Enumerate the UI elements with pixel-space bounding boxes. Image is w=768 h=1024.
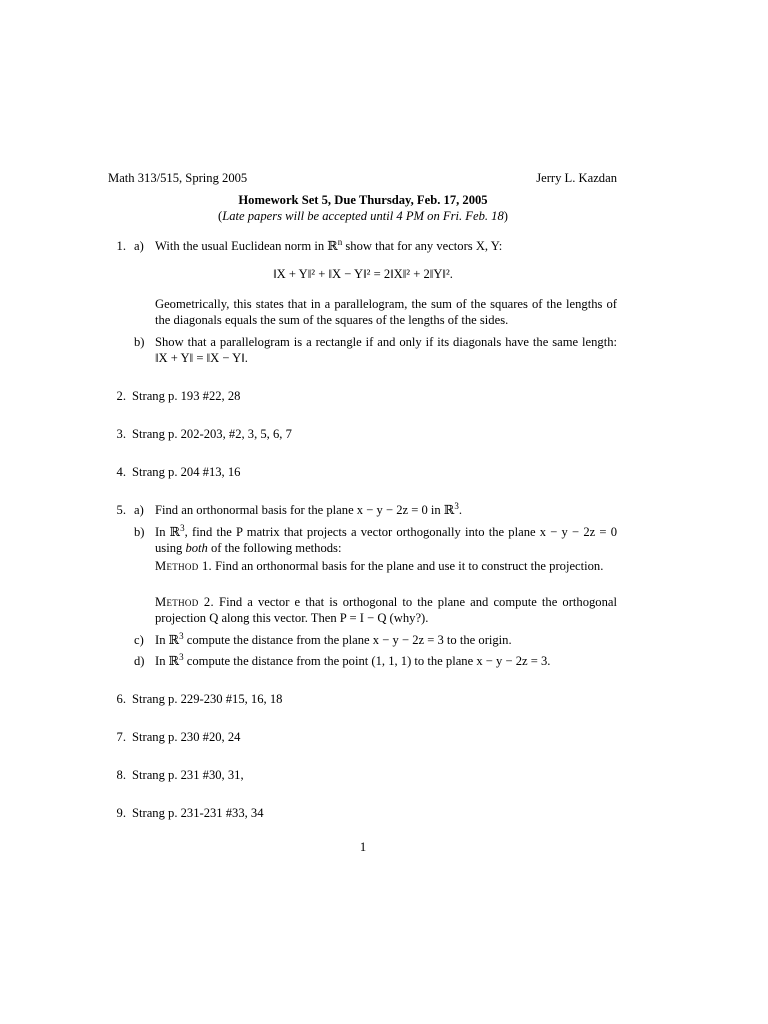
late-policy-note: (Late papers will be accepted until 4 PM on Fri. Feb. 18) [218,209,508,223]
problem-1-number: 1. [116,239,126,253]
problem-6-text: Strang p. 229-230 #15, 16, 18 [132,692,283,706]
problem-8-text: Strang p. 231 #30, 31, [132,768,244,782]
problem-5-number: 5. [116,503,126,517]
problem-4-text: Strang p. 204 #13, 16 [132,465,241,479]
problem-7-text: Strang p. 230 #20, 24 [132,730,241,744]
page-number: 1 [359,840,367,854]
problem-2-text: Strang p. 193 #22, 28 [132,389,241,403]
problem-5c-text: In ℝ$^3$ compute the distance from the plane x − y − 2z = 3 to the origin. [155,631,512,647]
problem-1a-label: a) [134,239,144,253]
problem-1b-label: b) [134,335,145,349]
problem-9-number: 9. [116,806,126,820]
problem-5a-label: a) [134,503,144,517]
problem-5b-method-2: Method 2. Find a vector e that is orthogonal to the plane and compute the orthogonal projection Q along this vector. Then P = I − Q (why?). [155,595,617,625]
problem-1a-equation: ‖X + Y‖² + ‖X − Y‖² = 2‖X‖² + 2‖Y‖². [273,267,453,281]
problem-3-text: Strang p. 202-203, #2, 3, 5, 6, 7 [132,427,292,441]
problem-5d-text: In ℝ$^3$ compute the distance from the point (1, 1, 1) to the plane x − y − 2z = 3. [155,652,551,668]
homework-title: Homework Set 5, Due Thursday, Feb. 17, 2005 [238,193,488,207]
problem-5a-text: Find an orthonormal basis for the plane x − y − 2z = 0 in ℝ$^3$. [155,501,462,517]
problem-7-number: 7. [116,730,126,744]
problem-1a-text: With the usual Euclidean norm in ℝ$^n$ show that for any vectors X, Y: [155,237,503,253]
problem-5b-label: b) [134,525,145,539]
problem-1a-remark: Geometrically, this states that in a parallelogram, the sum of the squares of the lengths of the diagonals equals the sum of the squares of the lengths of the sides. [155,297,617,327]
problem-5c-label: c) [134,633,144,647]
problem-1b-text: Show that a parallelogram is a rectangle if and only if its diagonals have the same length: ‖X + Y‖ = ‖X − Y‖. [155,335,617,365]
problem-3-number: 3. [116,427,126,441]
problem-5b-text: In ℝ$^3$, find the P matrix that projects a vector orthogonally into the plane x − y − 2z = 0 using both of the following methods: [155,523,617,555]
problem-4-number: 4. [116,465,126,479]
problem-9-text: Strang p. 231-231 #33, 34 [132,806,264,820]
problem-2-number: 2. [116,389,126,403]
author-header: Jerry L. Kazdan [536,171,617,185]
problem-8-number: 8. [116,768,126,782]
problem-5d-label: d) [134,654,145,668]
course-header: Math 313/515, Spring 2005 [108,171,248,185]
problem-5b-method-1: Method 1. Find an orthonormal basis for the plane and use it to construct the projection. [155,559,604,573]
problem-6-number: 6. [116,692,126,706]
